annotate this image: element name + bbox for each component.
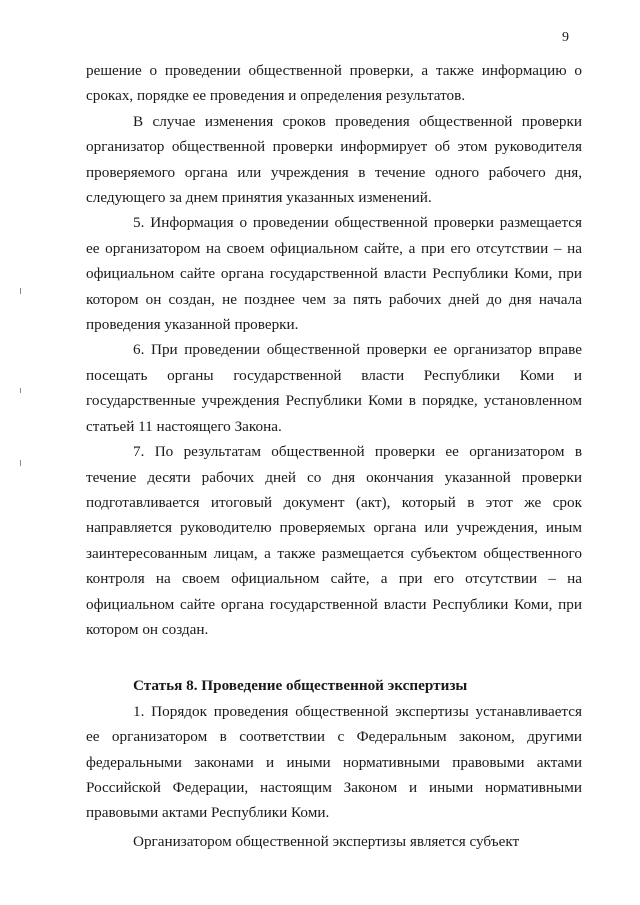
margin-mark bbox=[20, 460, 21, 466]
document-body bbox=[86, 58, 582, 854]
margin-mark bbox=[20, 388, 21, 393]
paragraph: 7. По результатам общественной проверки ее организатором в течение десяти рабочих дней со дня окончания указанной проверки подготавливается итоговый документ (акт), который в этот же срок направляется руководителю проверяемых органа или учреждения, иным заинтересованным лицам, а также размещается субъектом общественного контроля на своем официальном сайте, а при его отсутствии – на официальном сайте органа государственной власти Республики Коми, при котором он создан. bbox=[86, 443, 582, 638]
margin-mark bbox=[20, 288, 21, 294]
page-number: 9 bbox=[562, 30, 569, 45]
paragraph: В случае изменения сроков проведения общественной проверки организатор общественной проверки информирует об этом руководителя проверяемого органа или учреждения в течение одного рабочего дня, следующего за днем принятия указанных изменений. bbox=[86, 112, 582, 207]
article-heading: Статья 8. Проведение общественной экспертизы bbox=[133, 677, 468, 695]
paragraph: 5. Информация о проведении общественной проверки размещается ее организатором на своем официальном сайте, а при его отсутствии – на официальном сайте органа государственной власти Республики Коми, при котором он создан, не позднее чем за пять рабочих дней до дня начала проведения указанной проверки. bbox=[86, 214, 582, 334]
paragraph: 6. При проведении общественной проверки ее организатор вправе посещать органы государственной власти Республики Коми и государственные учреждения Республики Коми в порядке, установленном статьей 11 настоящего Закона. bbox=[86, 341, 582, 435]
paragraph: Организатором общественной экспертизы является субъект bbox=[133, 832, 520, 850]
paragraph: решение о проведении общественной проверки, а также информацию о сроках, порядке ее проведения и определения результатов. bbox=[86, 62, 582, 105]
paragraph: 1. Порядок проведения общественной экспертизы устанавливается ее организатором в соответствии с Федеральным законом, другими федеральными законами и иными нормативными правовыми актами Российской Федерации, настоящим Законом и иными нормативными правовыми актами Республики Коми. bbox=[86, 702, 582, 822]
